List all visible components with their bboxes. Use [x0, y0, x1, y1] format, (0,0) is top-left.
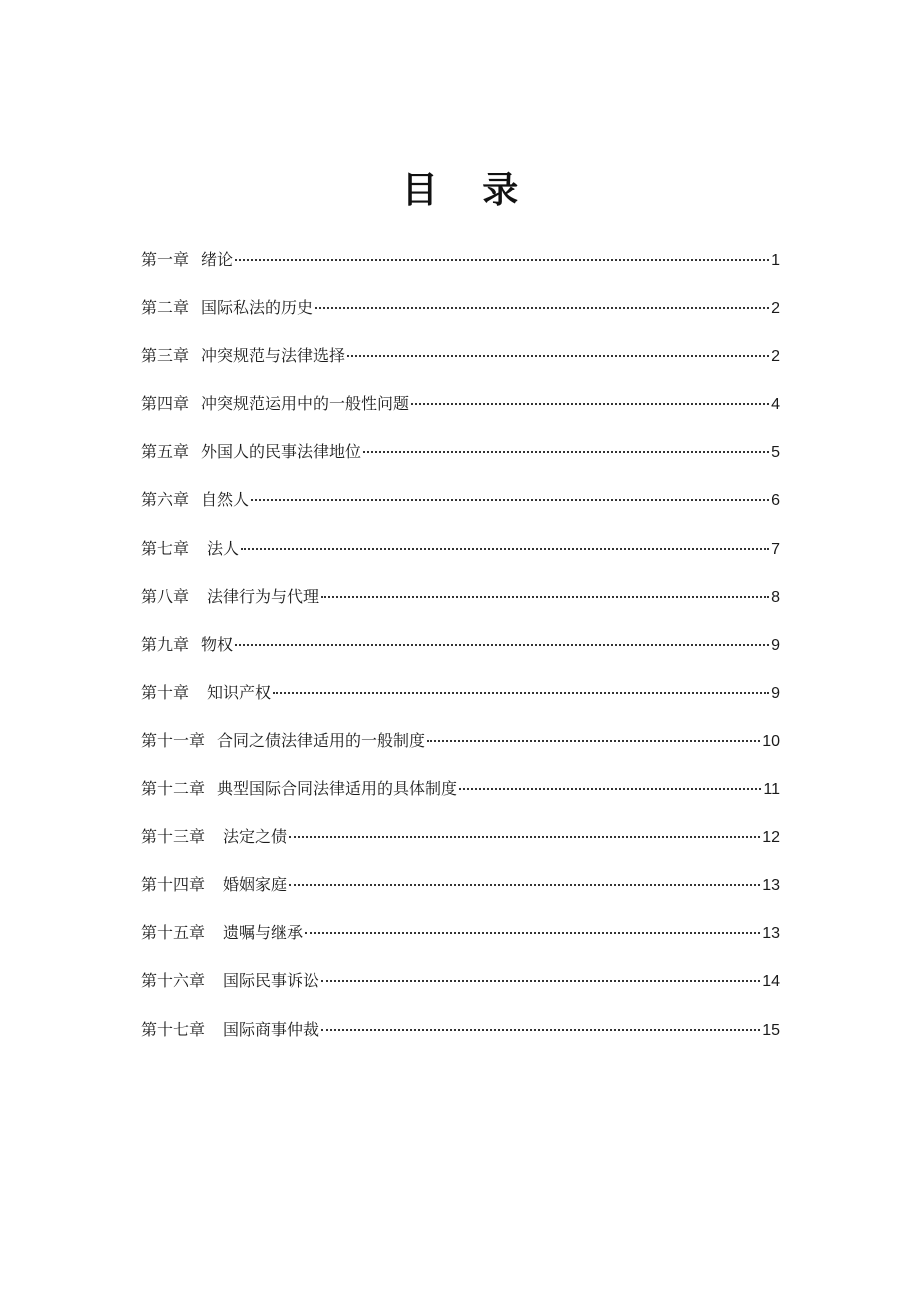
toc-entry[interactable] — [141, 677, 780, 725]
toc-chapter-title: 婚姻家庭 — [223, 875, 288, 895]
toc-entry[interactable] — [141, 484, 780, 532]
dot-leader — [315, 307, 769, 309]
toc-chapter-number: 第七章 — [141, 538, 190, 558]
dot-leader — [289, 884, 760, 886]
toc-chapter-number: 第五章 — [141, 442, 190, 462]
toc-chapter-number: 第十七章 — [141, 1019, 206, 1039]
toc-chapter-title: 法律行为与代理 — [207, 586, 320, 606]
dot-leader — [273, 692, 769, 694]
toc-entry[interactable] — [141, 821, 780, 869]
toc-chapter-title: 冲突规范运用中的一般性问题 — [201, 394, 410, 414]
toc-chapter-number: 第十六章 — [141, 971, 206, 991]
toc-entry[interactable] — [141, 581, 780, 629]
page-title: 目 录 — [401, 170, 535, 212]
toc-chapter-number: 第二章 — [141, 298, 190, 318]
toc-chapter-title: 合同之债法律适用的一般制度 — [217, 730, 426, 750]
toc-entry[interactable] — [141, 436, 780, 484]
dot-leader — [411, 403, 769, 405]
toc-page-number: 13 — [762, 925, 780, 943]
toc-chapter-title: 典型国际合同法律适用的具体制度 — [217, 779, 458, 799]
toc-page-number: 2 — [771, 348, 780, 366]
toc-chapter-number: 第十一章 — [141, 730, 206, 750]
dot-leader — [321, 1029, 760, 1031]
dot-leader — [427, 740, 760, 742]
toc-entry[interactable] — [141, 244, 780, 292]
toc-chapter-number: 第四章 — [141, 394, 190, 414]
toc-page-number: 15 — [762, 1021, 780, 1039]
toc-entry[interactable] — [141, 629, 780, 677]
dot-leader — [321, 980, 760, 982]
toc-entry[interactable] — [141, 917, 780, 965]
toc-chapter-title: 外国人的民事法律地位 — [201, 442, 362, 462]
dot-leader — [289, 836, 760, 838]
toc-page-number: 12 — [762, 829, 780, 847]
dot-leader — [459, 788, 761, 790]
toc-chapter-title: 物权 — [201, 634, 234, 654]
toc-chapter-title: 遗嘱与继承 — [223, 923, 304, 943]
toc-entry[interactable] — [141, 869, 780, 917]
toc-page-number: 10 — [762, 732, 780, 750]
dot-leader — [347, 355, 769, 357]
toc-entry[interactable] — [141, 773, 780, 821]
toc-page-number: 5 — [771, 444, 780, 462]
toc-chapter-number: 第十章 — [141, 682, 190, 702]
toc-chapter-title: 国际商事仲裁 — [223, 1019, 320, 1039]
toc-entry[interactable] — [141, 725, 780, 773]
toc-page-number: 14 — [762, 973, 780, 991]
dot-leader — [251, 499, 769, 501]
toc-chapter-title: 知识产权 — [207, 682, 272, 702]
toc-chapter-number: 第十五章 — [141, 923, 206, 943]
toc-chapter-title: 自然人 — [201, 490, 250, 510]
toc-chapter-title: 绪论 — [201, 250, 234, 269]
toc-chapter-title: 法人 — [207, 538, 240, 558]
toc-entry[interactable] — [141, 965, 780, 1013]
dot-leader — [235, 259, 769, 261]
dot-leader — [321, 596, 769, 598]
toc-page-number: 11 — [763, 781, 780, 799]
dot-leader — [235, 644, 769, 646]
toc-chapter-number: 第八章 — [141, 586, 190, 606]
toc-page-number: 9 — [771, 684, 780, 702]
toc-page-number: 8 — [771, 588, 780, 606]
toc-chapter-title: 国际私法的历史 — [201, 298, 314, 318]
toc-chapter-title: 国际民事诉讼 — [223, 971, 320, 991]
table-of-contents — [141, 244, 780, 1062]
toc-chapter-number: 第六章 — [141, 490, 190, 510]
toc-page-number: 9 — [771, 636, 780, 654]
toc-chapter-number: 第九章 — [141, 634, 190, 654]
toc-page-number: 7 — [771, 540, 780, 558]
toc-page-number: 6 — [771, 492, 780, 510]
toc-chapter-number: 第十四章 — [141, 875, 206, 895]
toc-chapter-number: 第十二章 — [141, 779, 206, 799]
toc-entry[interactable] — [141, 533, 780, 581]
dot-leader — [305, 932, 760, 934]
toc-entry[interactable] — [141, 1014, 780, 1062]
toc-chapter-title: 冲突规范与法律选择 — [201, 346, 346, 366]
dot-leader — [241, 548, 769, 550]
toc-page-number: 4 — [771, 396, 780, 414]
toc-chapter-title: 法定之债 — [223, 827, 288, 847]
toc-entry[interactable] — [141, 292, 780, 340]
toc-chapter-number: 第三章 — [141, 346, 190, 366]
toc-chapter-number: 第一章 — [141, 250, 190, 269]
toc-entry[interactable] — [141, 340, 780, 388]
toc-page-number: 13 — [762, 877, 780, 895]
toc-page-number: 2 — [771, 300, 780, 318]
toc-chapter-number: 第十三章 — [141, 827, 206, 847]
toc-entry[interactable] — [141, 388, 780, 436]
toc-page-number: 1 — [771, 252, 780, 269]
dot-leader — [363, 451, 769, 453]
